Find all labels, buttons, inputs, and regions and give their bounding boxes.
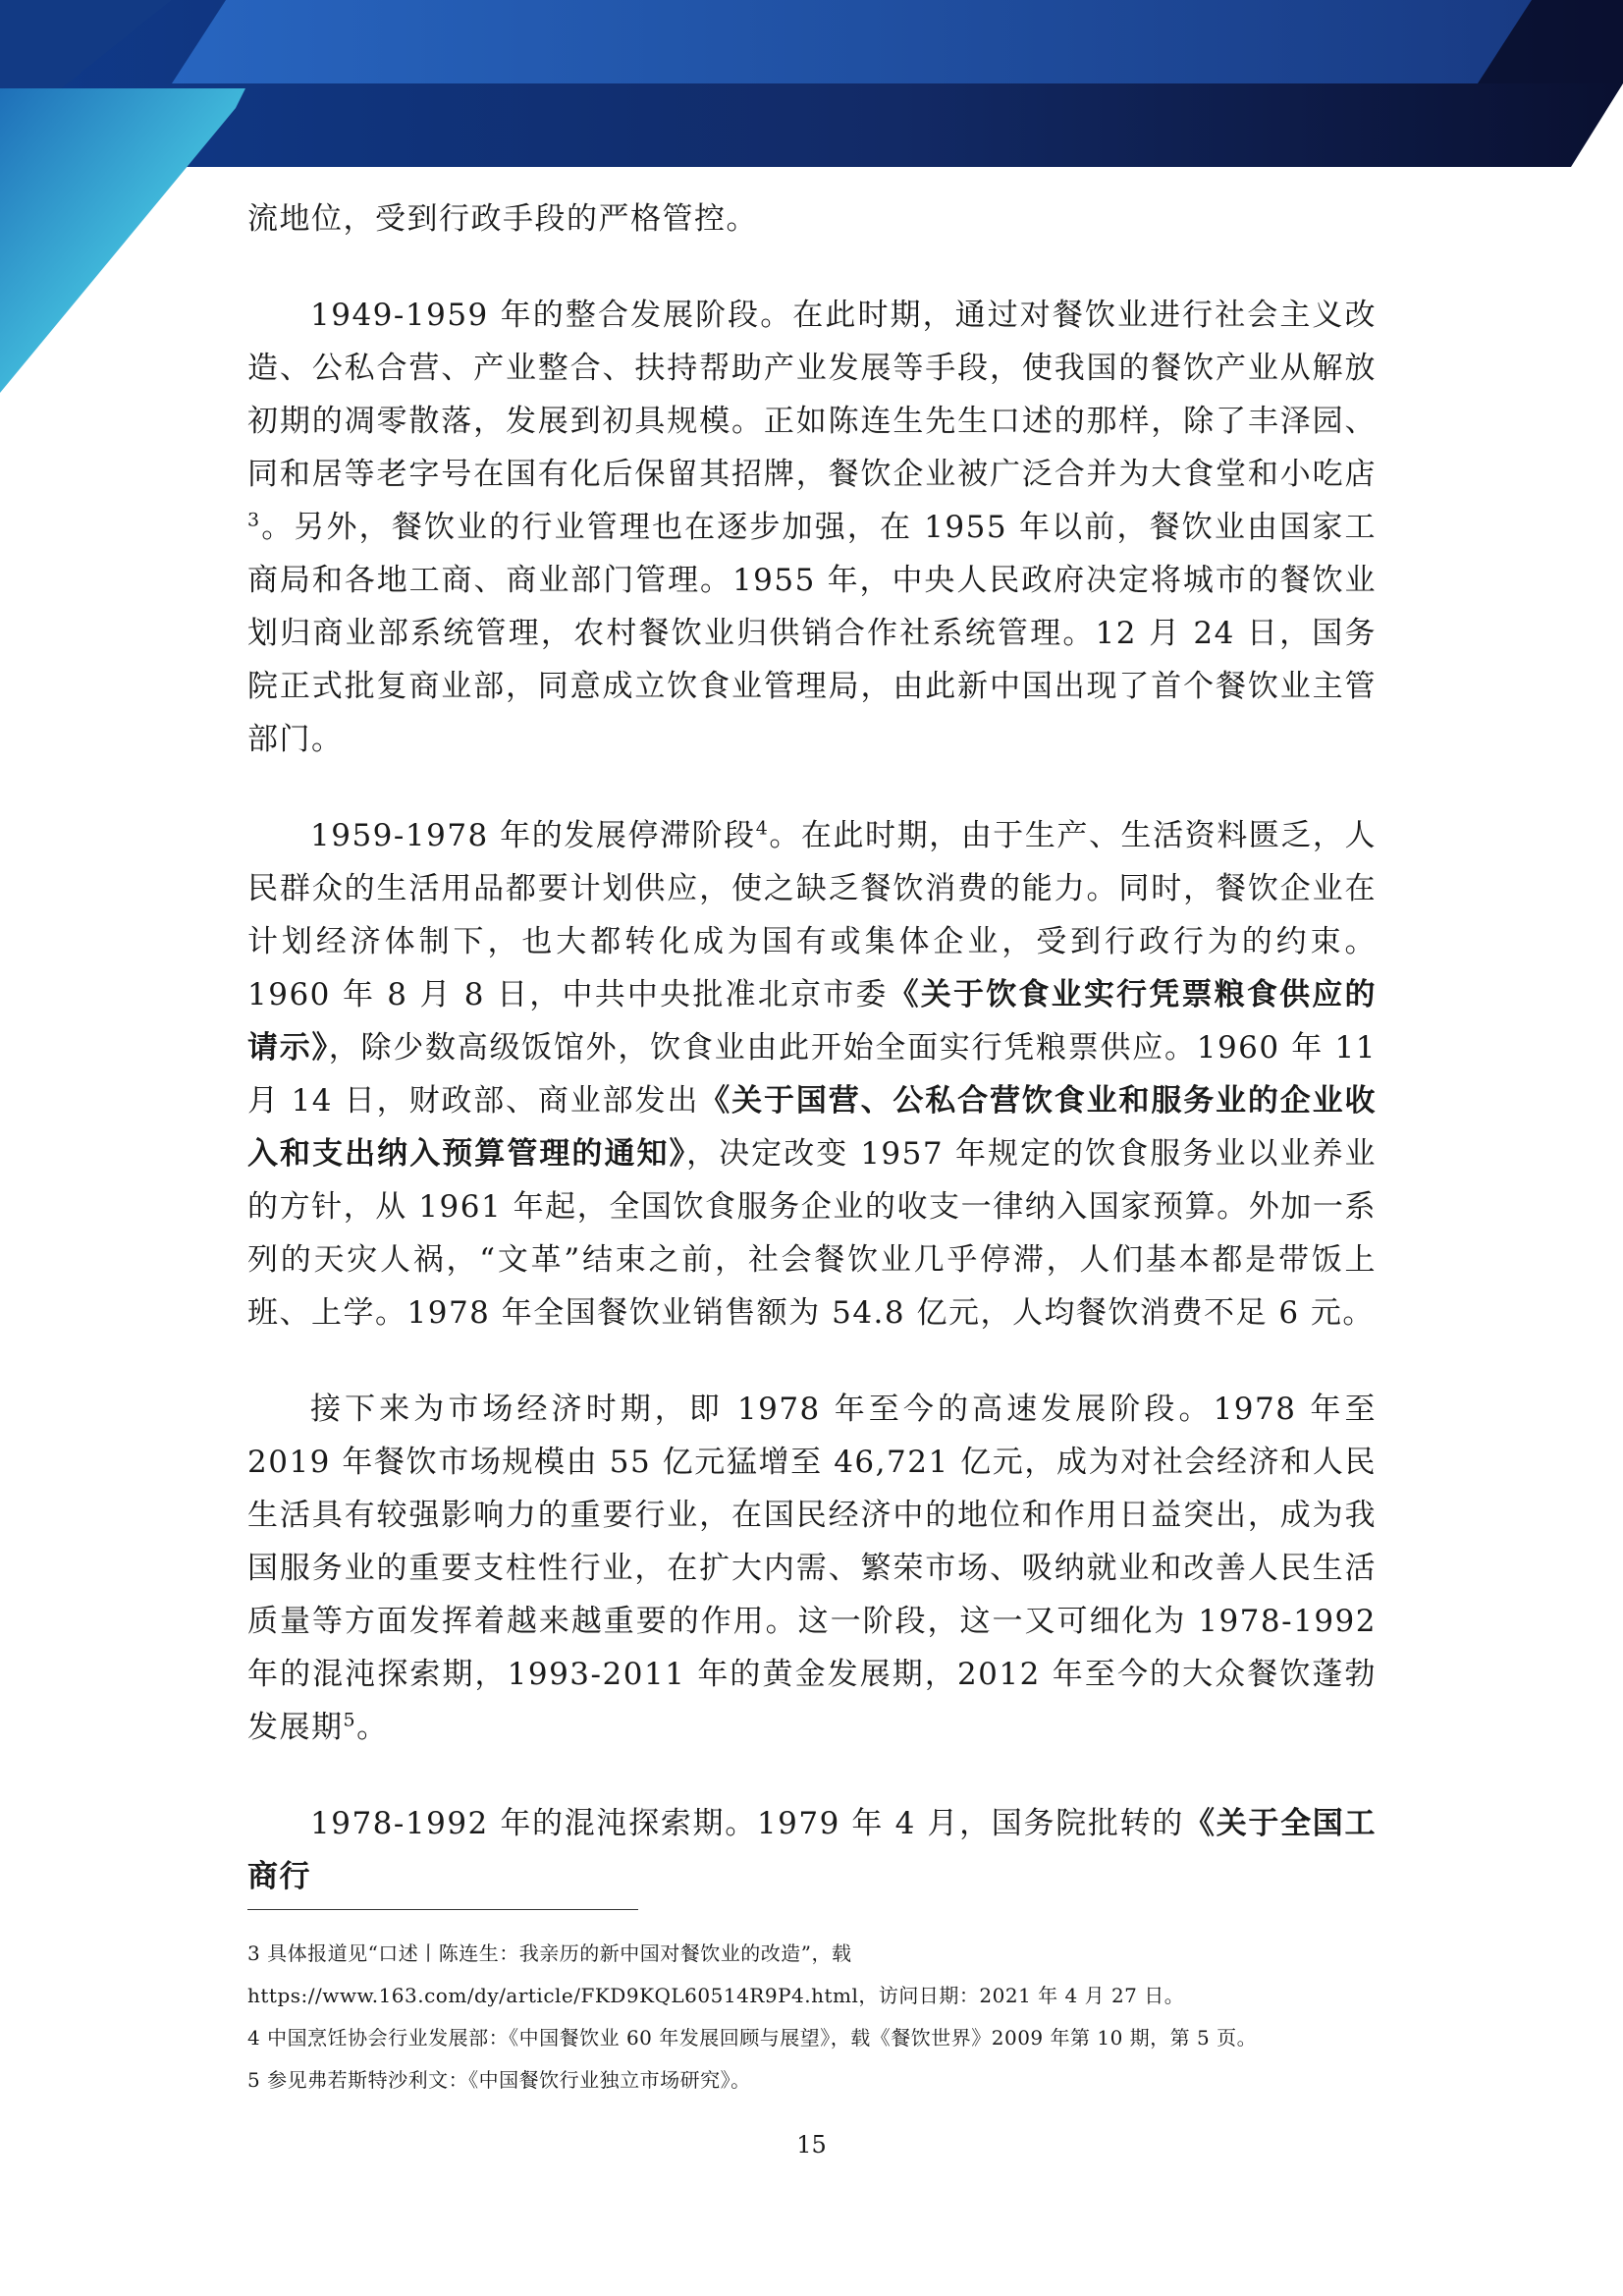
paragraph-4 — [247, 1383, 1377, 1754]
paragraph-3 — [247, 809, 1377, 1339]
paragraph-4-text-after: 。 — [356, 1710, 389, 1745]
main-text — [247, 192, 1377, 1946]
page-number: 15 — [796, 2131, 827, 2159]
paragraph-2-text-after: 。另外，餐饮业的行业管理也在逐步加强，在 1955 年以前，餐饮业由国家工商局和各地工商、商业部门管理。1955 年，中央人民政府决定将城市的餐饮业划归商业部系统管理，农村餐饮业归供销合作社系统管理。12 月 24 日，国务院正式批复商业部，同意成立饮食业管理局，由此新中国出现了首个餐饮业主管部门。 — [247, 510, 1377, 757]
paragraph-3-text-a: 1959-1978 年的发展停滞阶段 — [310, 818, 756, 853]
paragraph-3-text-d: ，决定改变 1957 年规定的饮食服务业以业养业的方针，从 1961 年起，全国饮食服务企业的收支一律纳入国家预算。外加一系列的天灾人祸，“文革”结束之前，社会餐饮业几乎停滞，人们基本都是带饭上班、上学。1978 年全国餐饮业销售额为 54.8 亿元，人均餐饮消费不足 6 元。 — [247, 1136, 1377, 1331]
document-title-1: 《关于饮食业实行凭票粮食供应的请示》 — [247, 977, 1377, 1066]
paragraph-1 — [247, 192, 1377, 246]
footnote-ref-5[interactable]: 5 — [343, 1709, 357, 1731]
paragraph-5-text: 1978-1992 年的混沌探索期。1979 年 4 月，国务院批转的 — [310, 1806, 1184, 1841]
footnote-ref-4[interactable]: 4 — [755, 817, 770, 840]
paragraph-2 — [247, 289, 1377, 766]
paragraph-3-text-c: ，除少数高级饭馆外，饮食业由此开始全面实行凭粮票供应。1960 年 11 月 14 日，财政部、商业部发出 — [247, 1030, 1378, 1119]
paragraph-2-text: 1949-1959 年的整合发展阶段。在此时期，通过对餐饮业进行社会主义改造、公私合营、产业整合、扶持帮助产业发展等手段，使我国的餐饮产业从解放初期的凋零散落，发展到初具规模。正如陈连生先生口述的那样，除了丰泽园、同和居等老字号在国有化后保留其招牌，餐饮企业被广泛合并为大食堂和小吃店 — [247, 298, 1377, 492]
document-title-3: 《关于全国工商行 — [247, 1806, 1377, 1894]
footnote-3: 3 具体报道见“口述丨陈连生：我亲历的新中国对餐饮业的改造”，载 https://www.163.com/dy/article/FKD9KQL60514R9P4.html，访问日期：2021 年 4 月 27 日。 — [247, 1941, 1185, 2007]
footnote-5: 5 参见弗若斯特沙利文：《中国餐饮行业独立市场研究》。 — [247, 2068, 751, 2092]
paragraph-1-text: 流地位，受到行政手段的严格管控。 — [247, 201, 758, 237]
paragraph-4-text: 接下来为市场经济时期，即 1978 年至今的高速发展阶段。1978 年至 2019 年餐饮市场规模由 55 亿元猛增至 46,721 亿元，成为对社会经济和人民生活具有较强影响力的重要行业，在国民经济中的地位和作用日益突出，成为我国服务业的重要支柱性行业，在扩大内需、繁荣市场、吸纳就业和改善人民生活质量等方面发挥着越来越重要的作用。这一阶段，这一又可细化为 1978-1992 年的混沌探索期，1993-2011 年的黄金发展期，2012 年至今的大众餐饮蓬勃发展期 — [247, 1392, 1377, 1745]
footnote-divider — [247, 1909, 638, 1910]
paragraph-5 — [247, 1797, 1377, 1903]
document-title-2: 《关于国营、公私合营饮食业和服务业的企业收入和支出纳入预算管理的通知》 — [247, 1083, 1378, 1172]
paragraph-3-text-b: 。在此时期，由于生产、生活资料匮乏，人民群众的生活用品都要计划供应，使之缺乏餐饮消费的能力。同时，餐饮企业在计划经济体制下，也大都转化成为国有或集体企业，受到行政行为的约束。1960 年 8 月 8 日，中共中央批准北京市委 — [247, 818, 1377, 1012]
footnotes — [247, 1933, 1377, 2102]
footnote-ref-3[interactable]: 3 — [247, 509, 261, 531]
footnote-4: 4 中国烹饪协会行业发展部：《中国餐饮业 60 年发展回顾与展望》，载《餐饮世界》2009 年第 10 期，第 5 页。 — [247, 2026, 1258, 2050]
